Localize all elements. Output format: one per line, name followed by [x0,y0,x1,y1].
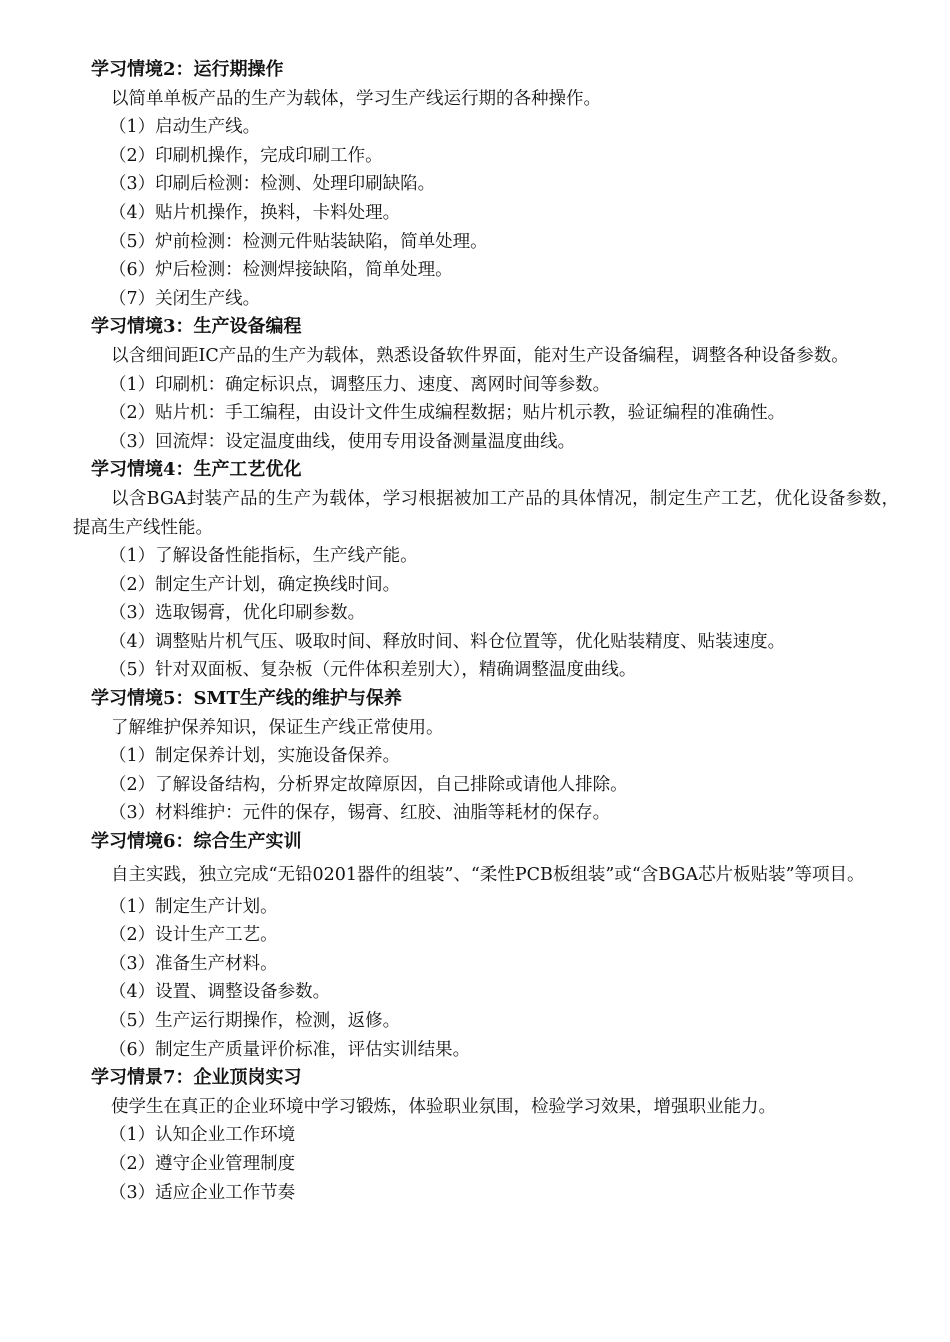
section-item-list [73,542,899,685]
section-item-list [73,1121,899,1207]
list-item: （2）制定生产计划，确定换线时间。 [109,574,401,595]
list-item: （3）印刷后检测：检测、处理印刷缺陷。 [109,174,436,195]
list-item: （1）启动生产线。 [109,117,261,138]
list-item: （1）印刷机：确定标识点，调整压力、速度、离网时间等参数。 [109,374,611,395]
list-item: （4）调整贴片机气压、吸取时间、释放时间、料仓位置等，优化贴装精度、贴装速度。 [109,631,786,652]
list-item: （1）了解设备性能指标，生产线产能。 [109,546,418,567]
list-item: （5）炉前检测：检测元件贴装缺陷，简单处理。 [109,231,488,252]
list-item: （4）设置、调整设备参数。 [109,982,331,1003]
learning-situation-section [73,828,899,1064]
list-item: （7）关闭生产线。 [109,288,261,309]
section-heading: 学习情境2：运行期操作 [91,59,284,80]
section-heading: 学习情境6：综合生产实训 [91,831,302,853]
section-item-list [73,893,899,1065]
learning-situation-section [73,313,899,456]
list-item: （1）制定生产计划。 [109,896,278,917]
section-item-list [73,742,899,828]
list-item: （2）了解设备结构，分析界定故障原因，自己排除或请他人排除。 [109,774,628,795]
list-item: （3）适应企业工作节奏 [109,1182,296,1203]
section-intro: 了解维护保养知识，保证生产线正常使用。 [111,717,444,738]
list-item: （1）制定保养计划，实施设备保养。 [109,746,401,767]
list-item: （2）遵守企业管理制度 [109,1153,296,1174]
list-item: （3）准备生产材料。 [109,953,278,974]
list-item: （5）生产运行期操作，检测，返修。 [109,1011,401,1031]
section-intro: 自主实践，独立完成“无铅0201器件的组装”、“柔性PCB板组装”或“含BGA芯片板贴装”等项目。 [111,864,865,885]
document-body [73,56,899,1207]
section-intro: 以含细间距IC产品的生产为载体，熟悉设备软件界面，能对生产设备编程，调整各种设备参数。 [111,345,849,366]
list-item: （3）回流焊：设定温度曲线，使用专用设备测量温度曲线。 [109,431,576,452]
list-item: （5）针对双面板、复杂板（元件体积差别大），精确调整温度曲线。 [109,660,637,681]
list-item: （6）炉后检测：检测焊接缺陷，简单处理。 [109,260,453,281]
list-item: （2）印刷机操作，完成印刷工作。 [109,145,383,166]
section-heading: 学习情景7：企业顶岗实习 [91,1067,302,1089]
list-item: （1）认知企业工作环境 [109,1125,296,1146]
section-heading: 学习情境3：生产设备编程 [91,316,302,338]
list-item: （2）贴片机：手工编程，由设计文件生成编程数据；贴片机示教，验证编程的准确性。 [109,403,786,424]
list-item: （3）选取锡膏，优化印刷参数。 [109,603,366,624]
learning-situation-section [73,56,899,313]
section-item-list [73,113,899,313]
learning-situation-section [73,456,899,685]
section-heading: 学习情境4：生产工艺优化 [91,459,302,481]
section-intro: 以简单单板产品的生产为载体，学习生产线运行期的各种操作。 [111,88,601,109]
section-item-list [73,371,899,457]
learning-situation-section [73,1064,899,1207]
list-item: （3）材料维护：元件的保存，锡膏、红胶、油脂等耗材的保存。 [109,803,611,824]
section-intro: 使学生在真正的企业环境中学习锻炼，体验职业氛围，检验学习效果，增强职业能力。 [111,1096,776,1117]
list-item: （6）制定生产质量评价标准，评估实训结果。 [109,1039,471,1060]
section-heading: 学习情境5：SMT生产线的维护与保养 [91,688,402,710]
list-item: （2）设计生产工艺。 [109,925,278,946]
learning-situation-section [73,685,899,828]
section-intro: 以含BGA封装产品的生产为载体，学习根据被加工产品的具体情况，制定生产工艺，优化设备参数，提高生产线性能。 [73,488,899,538]
list-item: （4）贴片机操作，换料，卡料处理。 [109,202,401,223]
